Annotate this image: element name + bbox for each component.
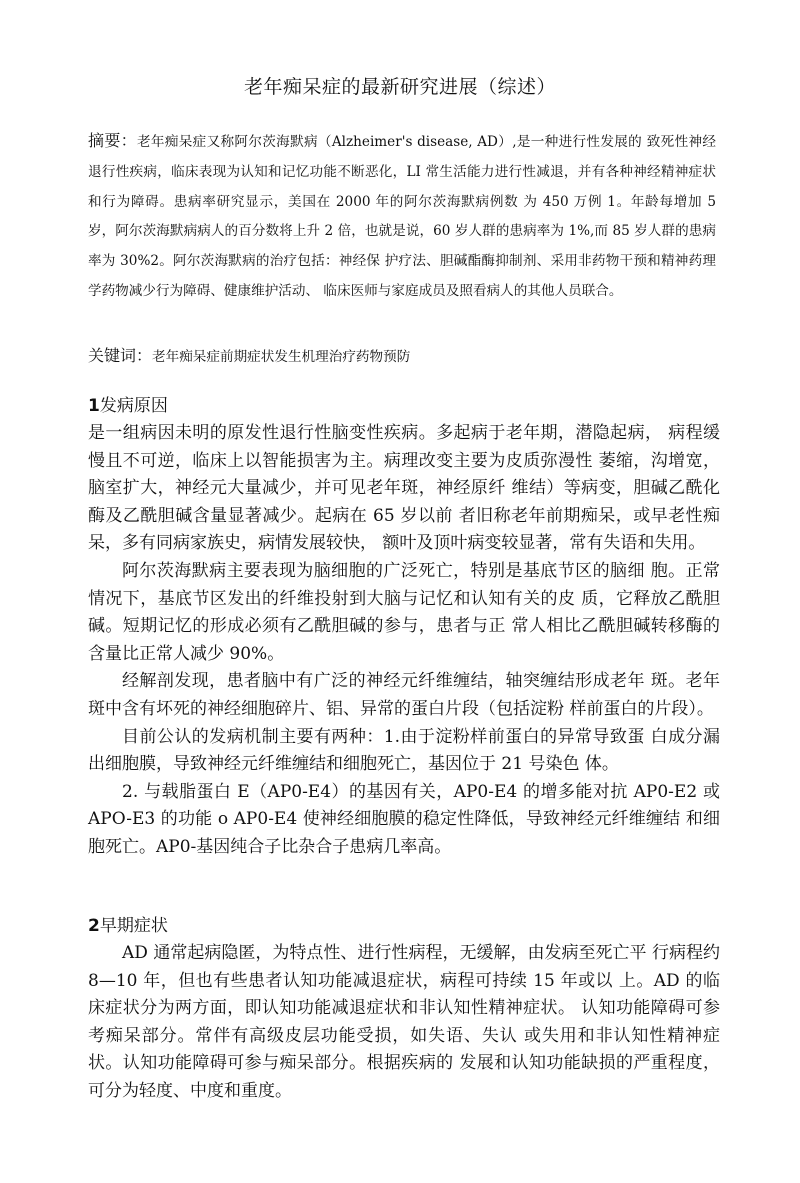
keywords [88, 342, 716, 371]
abstract-label: 摘要： [88, 131, 137, 150]
keywords-text: 老年痴呆症前期症状发生机理治疗药物预防 [152, 349, 411, 365]
section-heading [88, 392, 720, 420]
abstract-text: 老年痴呆症又称阿尔茨海默病（Alzheimer's disease, AD）,是一种进行性发展的 致死性神经退行性疾病，临床表现为认知和记忆功能不断恶化，LI 常生活能力进行性减退，并有各种神经精神症状和行为障碍。患病率研究显示，美国在 2000 年的阿尔茨海默病例数 为 450 万例 1。年龄每增加 5 岁，阿尔茨海默病病人的百分数将上升 2 倍，也就是说，60 岁人群的患病率为 1%,而 85 岁人群的患病率为 30%2。阿尔茨海默病的治疗包括：神经保 护疗法、胆碱酯酶抑制剂、采用非药物干预和精神药理学药物减少行为障碍、健康维护活动、 临床医师与家庭成员及照看病人的其他人员联合。 [88, 134, 716, 299]
section-title: 发病原因 [99, 396, 168, 416]
section-number: 2 [88, 916, 100, 936]
section-causes [88, 392, 720, 862]
section-early-symptoms [88, 912, 720, 1106]
paragraph: 是一组病因未明的原发性退行性脑变性疾病。多起病于老年期，潜隐起病， 病程缓慢且不可逆，临床上以智能损害为主。病理改变主要为皮质弥漫性 萎缩，沟增宽，脑室扩大，神经元大量减少，并可见老年斑，神经原纤 维结）等病变，胆碱乙酰化酶及乙酰胆碱含量显著减少。起病在 65 岁以前 者旧称老年前期痴呆，或早老性痴呆，多有同病家族史，病情发展较快， 额叶及顶叶病变较显著，常有失语和失用。 [88, 423, 720, 554]
section-heading [88, 912, 720, 940]
paragraph: 经解剖发现，患者脑中有广泛的神经元纤维缠结，轴突缠结形成老年 斑。老年斑中含有坏死的神经细胞碎片、铝、异常的蛋白片段（包括淀粉 样前蛋白的片段）。 [88, 671, 720, 719]
paragraph: AD 通常起病隐匿，为特点性、进行性病程，无缓解，由发病至死亡平 行病程约 8—10 年，但也有些患者认知功能减退症状，病程可持续 15 年或以 上。AD 的临床症状分为两方面，即认知功能减退症状和非认知性精神症状。 认知功能障碍可参考痴呆部分。常伴有高级皮层功能受损，如失语、失认 或失用和非认知性精神症状。认知功能障碍可参与痴呆部分。根据疾病的 发展和认知功能缺损的严重程度，可分为轻度、中度和重度。 [88, 943, 720, 1101]
section-number: 1 [88, 396, 100, 416]
page-title: 老年痴呆症的最新研究进展（综述） [243, 76, 556, 98]
section-title: 早期症状 [99, 916, 168, 936]
paragraph: 阿尔茨海默病主要表现为脑细胞的广泛死亡，特别是基底节区的脑细 胞。正常情况下，基底节区发出的纤维投射到大脑与记忆和认知有关的皮 质，它释放乙酰胆碱。短期记忆的形成必须有乙酰胆碱的参与，患者与正 常人相比乙酰胆碱转移酶的含量比正常人减少 90%。 [88, 560, 720, 664]
paragraph: 2. 与载脂蛋白 E（AP0-E4）的基因有关，AP0-E4 的增多能对抗 AP0-E2 或 APO-E3 的功能 o AP0-E4 使神经细胞膜的稳定性降低，导致神经元纤维缠结 和细胞死亡。AP0-基因纯合子比杂合子患病几率高。 [88, 781, 720, 857]
keywords-label: 关键词： [88, 346, 153, 365]
abstract [88, 126, 716, 307]
paragraph: 目前公认的发病机制主要有两种：1.由于淀粉样前蛋白的异常导致蛋 白成分漏出细胞膜，导致神经元纤维缠结和细胞死亡，基因位于 21 号染色 体。 [88, 726, 720, 775]
